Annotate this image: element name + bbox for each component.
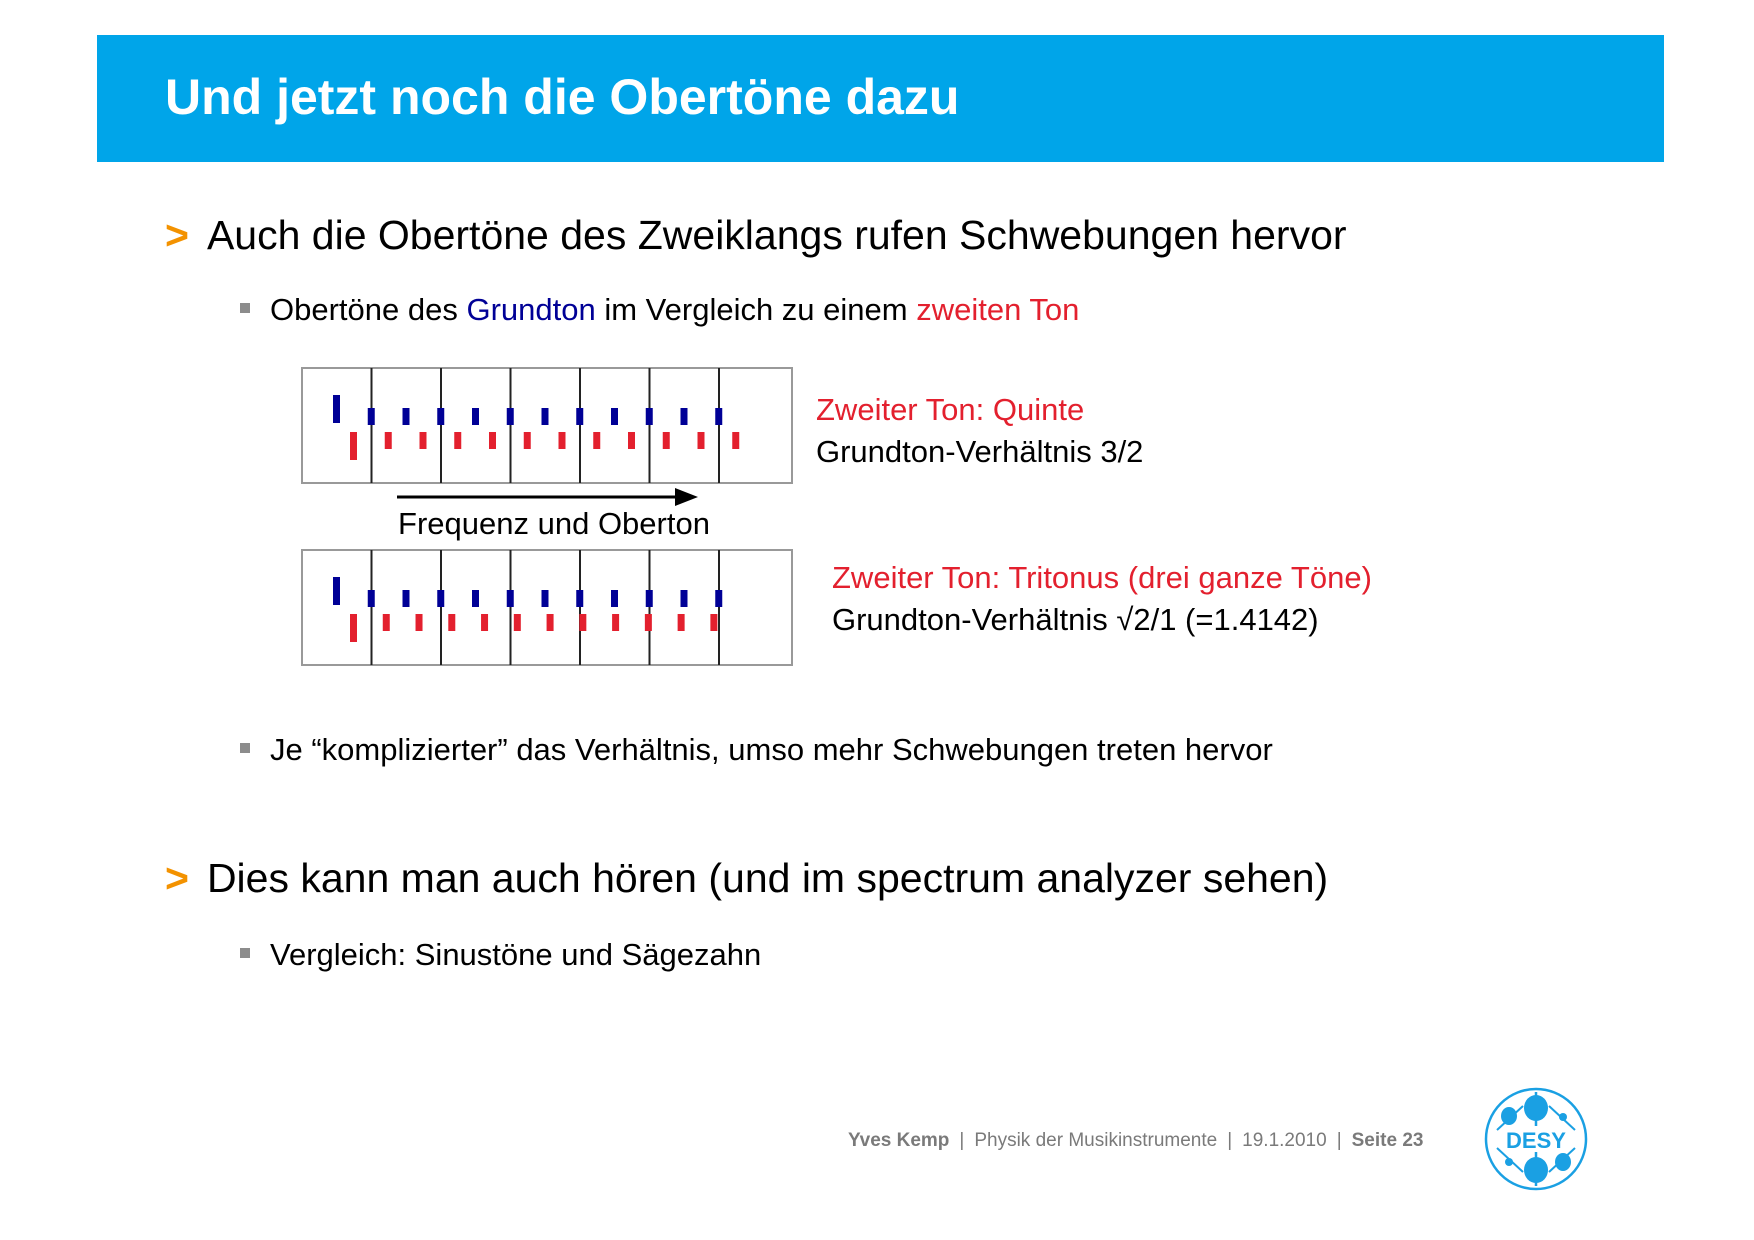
logo-dot <box>1524 1095 1548 1121</box>
zweiter-ton-partial <box>732 432 739 449</box>
bullet-2 <box>165 855 1328 902</box>
grundton-partial <box>437 408 444 425</box>
grundton-partial <box>611 408 618 425</box>
footer-page: Seite 23 <box>1351 1130 1424 1151</box>
square-bullet-icon <box>240 303 250 313</box>
grundton-partial <box>403 590 410 607</box>
zweiter-ton-partial <box>350 432 357 460</box>
zweiter-ton-partial <box>645 614 652 631</box>
grundton-partial <box>507 590 514 607</box>
quinte-title: Zweiter Ton: Quinte <box>816 392 1085 427</box>
overtone-diagram <box>290 360 810 680</box>
zweiter-ton-partial <box>489 432 496 449</box>
footer-date: 19.1.2010 <box>1242 1130 1327 1151</box>
frequency-axis-label: Frequenz und Oberton <box>398 506 710 541</box>
desy-logo <box>1483 1086 1589 1192</box>
zweiter-ton-partial <box>448 614 455 631</box>
zweiter-ton-partial <box>678 614 685 631</box>
zweiter-ton-partial <box>481 614 488 631</box>
zweiter-ton-partial <box>612 614 619 631</box>
bullet-1 <box>165 212 1347 259</box>
zweiter-ton-partial <box>524 432 531 449</box>
subbullet-1: Obertöne des Grundton im Vergleich zu einem zweiten Ton <box>240 292 1079 328</box>
arrow-head-icon <box>675 488 698 506</box>
logo-text: DESY <box>1506 1128 1566 1153</box>
square-bullet-icon <box>240 948 250 958</box>
grundton-partial <box>611 590 618 607</box>
zweiter-ton-partial <box>628 432 635 449</box>
logo-dot <box>1524 1157 1548 1183</box>
grundton-partial <box>472 408 479 425</box>
zweiter-ton-partial <box>383 614 390 631</box>
footer-course: Physik der Musikinstrumente <box>974 1130 1218 1151</box>
zweiter-ton-partial <box>416 614 423 631</box>
grundton-partial <box>715 408 722 425</box>
grundton-partial <box>681 408 688 425</box>
bullet-arrow-icon: > <box>165 855 189 901</box>
zweiter-ton-partial <box>350 614 357 642</box>
logo-dot <box>1555 1153 1571 1171</box>
grundton-partial <box>472 590 479 607</box>
grundton-partial <box>681 590 688 607</box>
slide-title: Und jetzt noch die Obertöne dazu <box>165 69 960 125</box>
zweiter-ton-partial <box>547 614 554 631</box>
grundton-partial <box>437 590 444 607</box>
grundton-partial <box>403 408 410 425</box>
grundton-partial <box>507 408 514 425</box>
grundton-partial <box>576 590 583 607</box>
logo-dot <box>1501 1107 1517 1125</box>
footer-author: Yves Kemp <box>848 1130 950 1151</box>
zweiter-ton-partial <box>420 432 427 449</box>
grundton-partial <box>715 590 722 607</box>
grundton-partial <box>368 408 375 425</box>
bullet-arrow-icon: > <box>165 212 189 258</box>
zweiter-ton-partial <box>698 432 705 449</box>
zweiter-ton-partial <box>385 432 392 449</box>
zweiter-ton-partial <box>710 614 717 631</box>
grundton-partial <box>368 590 375 607</box>
grundton-partial <box>542 408 549 425</box>
square-bullet-icon <box>240 743 250 753</box>
zweiter-ton-word: zweiten Ton <box>916 292 1080 327</box>
zweiter-ton-partial <box>514 614 521 631</box>
grundton-partial <box>542 590 549 607</box>
quinte-ratio: Grundton-Verhältnis 3/2 <box>816 434 1144 469</box>
subbullet-3: Vergleich: Sinustöne und Sägezahn <box>240 937 761 973</box>
footer: Yves Kemp | Physik der Musikinstrumente | 19.1.2010 | Seite 23 <box>848 1130 1424 1151</box>
tritonus-label <box>832 557 1372 641</box>
subbullet-2: Je “komplizierter” das Verhältnis, umso mehr Schwebungen treten hervor <box>240 732 1273 768</box>
zweiter-ton-partial <box>663 432 670 449</box>
bullet-1-text: Auch die Obertöne des Zweiklangs rufen Schwebungen hervor <box>206 212 1347 258</box>
zweiter-ton-partial <box>579 614 586 631</box>
grundton-partial <box>333 395 340 423</box>
quinte-label <box>816 389 1143 473</box>
bullet-2-text: Dies kann man auch hören (und im spectrum analyzer sehen) <box>206 855 1329 901</box>
grundton-partial <box>646 408 653 425</box>
grundton-word: Grundton <box>466 292 596 327</box>
zweiter-ton-partial <box>454 432 461 449</box>
zweiter-ton-partial <box>559 432 566 449</box>
tritonus-title: Zweiter Ton: Tritonus (drei ganze Töne) <box>832 560 1372 595</box>
tritonus-ratio: Grundton-Verhältnis √2/1 (=1.4142) <box>832 602 1319 637</box>
zweiter-ton-partial <box>593 432 600 449</box>
grundton-partial <box>333 577 340 605</box>
grundton-partial <box>646 590 653 607</box>
grundton-partial <box>576 408 583 425</box>
